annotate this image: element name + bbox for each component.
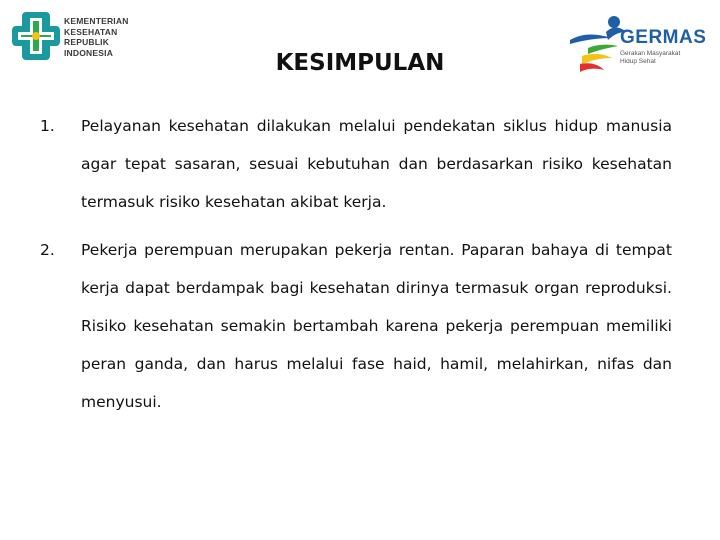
conclusion-item [40, 107, 672, 221]
conclusion-item-number: 1. [40, 117, 55, 135]
germas-tagline-line-1: Gerakan Masyarakat [620, 50, 681, 57]
conclusion-item-text: Pekerja perempuan merupakan pekerja rentan. Paparan bahaya di tempat kerja dapat berdampak bagi kesehatan dirinya termasuk organ reproduksi. Risiko kesehatan semakin bertambah karena pekerja perempuan memiliki peran ganda, dan harus melalui fase haid, hamil, melahirkan, nifas dan menyusui. [81, 241, 672, 411]
kemenkes-line-4: INDONESIA [64, 47, 114, 58]
conclusion-item-number: 2. [40, 241, 55, 259]
kemenkes-line-2: KESEHATAN [64, 26, 118, 37]
conclusion-list [40, 107, 672, 431]
kemenkes-line-1: KEMENTERIAN [64, 16, 129, 26]
germas-tagline-line-2: Hidup Sehat [620, 58, 656, 65]
slide-title-text: KESIMPULAN [275, 50, 445, 76]
kemenkes-line-3: REPUBLIK [64, 37, 110, 47]
conclusion-item-text: Pelayanan kesehatan dilakukan melalui pendekatan siklus hidup manusia agar tepat sasaran, sesuai kebutuhan dan berdasarkan risiko kesehatan termasuk risiko kesehatan akibat kerja. [81, 117, 672, 211]
conclusion-item [40, 231, 672, 421]
slide-title [0, 47, 720, 76]
germas-wordmark: GERMAS [620, 27, 707, 48]
